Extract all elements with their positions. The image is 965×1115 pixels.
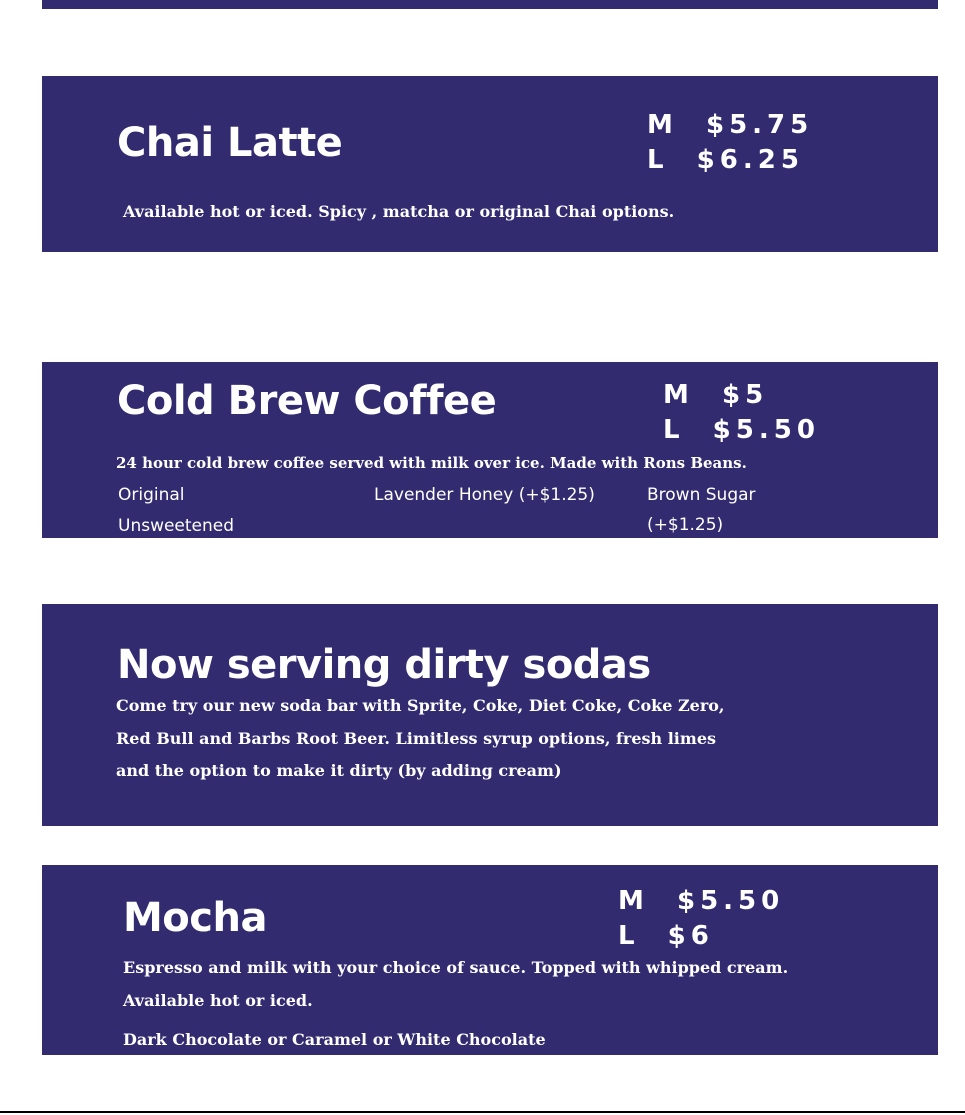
mocha-price-medium: M $5.50 bbox=[618, 886, 785, 916]
cold-brew-panel bbox=[42, 362, 938, 538]
dirty-sodas-description-line-3: and the option to make it dirty (by adding cream) bbox=[116, 761, 562, 780]
cold-brew-option-lavender-honey: Lavender Honey (+$1.25) bbox=[374, 485, 595, 505]
chai-latte-title: Chai Latte bbox=[117, 120, 343, 166]
cold-brew-option-original: Original bbox=[118, 485, 185, 505]
cold-brew-option-unsweetened: Unsweetened bbox=[118, 516, 235, 536]
cold-brew-option-brown-sugar: Brown Sugar bbox=[647, 485, 756, 505]
dirty-sodas-description-line-2: Red Bull and Barbs Root Beer. Limitless syrup options, fresh limes bbox=[116, 729, 716, 748]
page-bottom-border bbox=[0, 1111, 965, 1113]
cold-brew-price-medium: M $5 bbox=[663, 380, 769, 410]
chai-latte-price-large: L $6.25 bbox=[647, 145, 804, 175]
chai-latte-description: Available hot or iced. Spicy , matcha or original Chai options. bbox=[123, 202, 675, 221]
mocha-title: Mocha bbox=[123, 895, 267, 941]
chai-latte-panel bbox=[42, 76, 938, 252]
mocha-price-large: L $6 bbox=[618, 921, 714, 951]
dirty-sodas-title: Now serving dirty sodas bbox=[117, 642, 651, 688]
cold-brew-description: 24 hour cold brew coffee served with milk over ice. Made with Rons Beans. bbox=[116, 454, 747, 472]
mocha-description-line-1: Espresso and milk with your choice of sauce. Topped with whipped cream. bbox=[123, 958, 789, 977]
mocha-description-line-2: Available hot or iced. bbox=[123, 991, 313, 1010]
cold-brew-price-large: L $5.50 bbox=[663, 415, 820, 445]
dirty-sodas-description-line-1: Come try our new soda bar with Sprite, Coke, Diet Coke, Coke Zero, bbox=[116, 696, 725, 715]
dirty-sodas-panel bbox=[42, 604, 938, 826]
chai-latte-price-medium: M $5.75 bbox=[647, 110, 814, 140]
cold-brew-title: Cold Brew Coffee bbox=[117, 378, 497, 424]
mocha-options: Dark Chocolate or Caramel or White Chocolate bbox=[123, 1030, 546, 1049]
mocha-panel bbox=[42, 865, 938, 1055]
previous-menu-panel bbox=[42, 0, 938, 9]
cold-brew-option-brown-sugar-price: (+$1.25) bbox=[647, 515, 724, 535]
